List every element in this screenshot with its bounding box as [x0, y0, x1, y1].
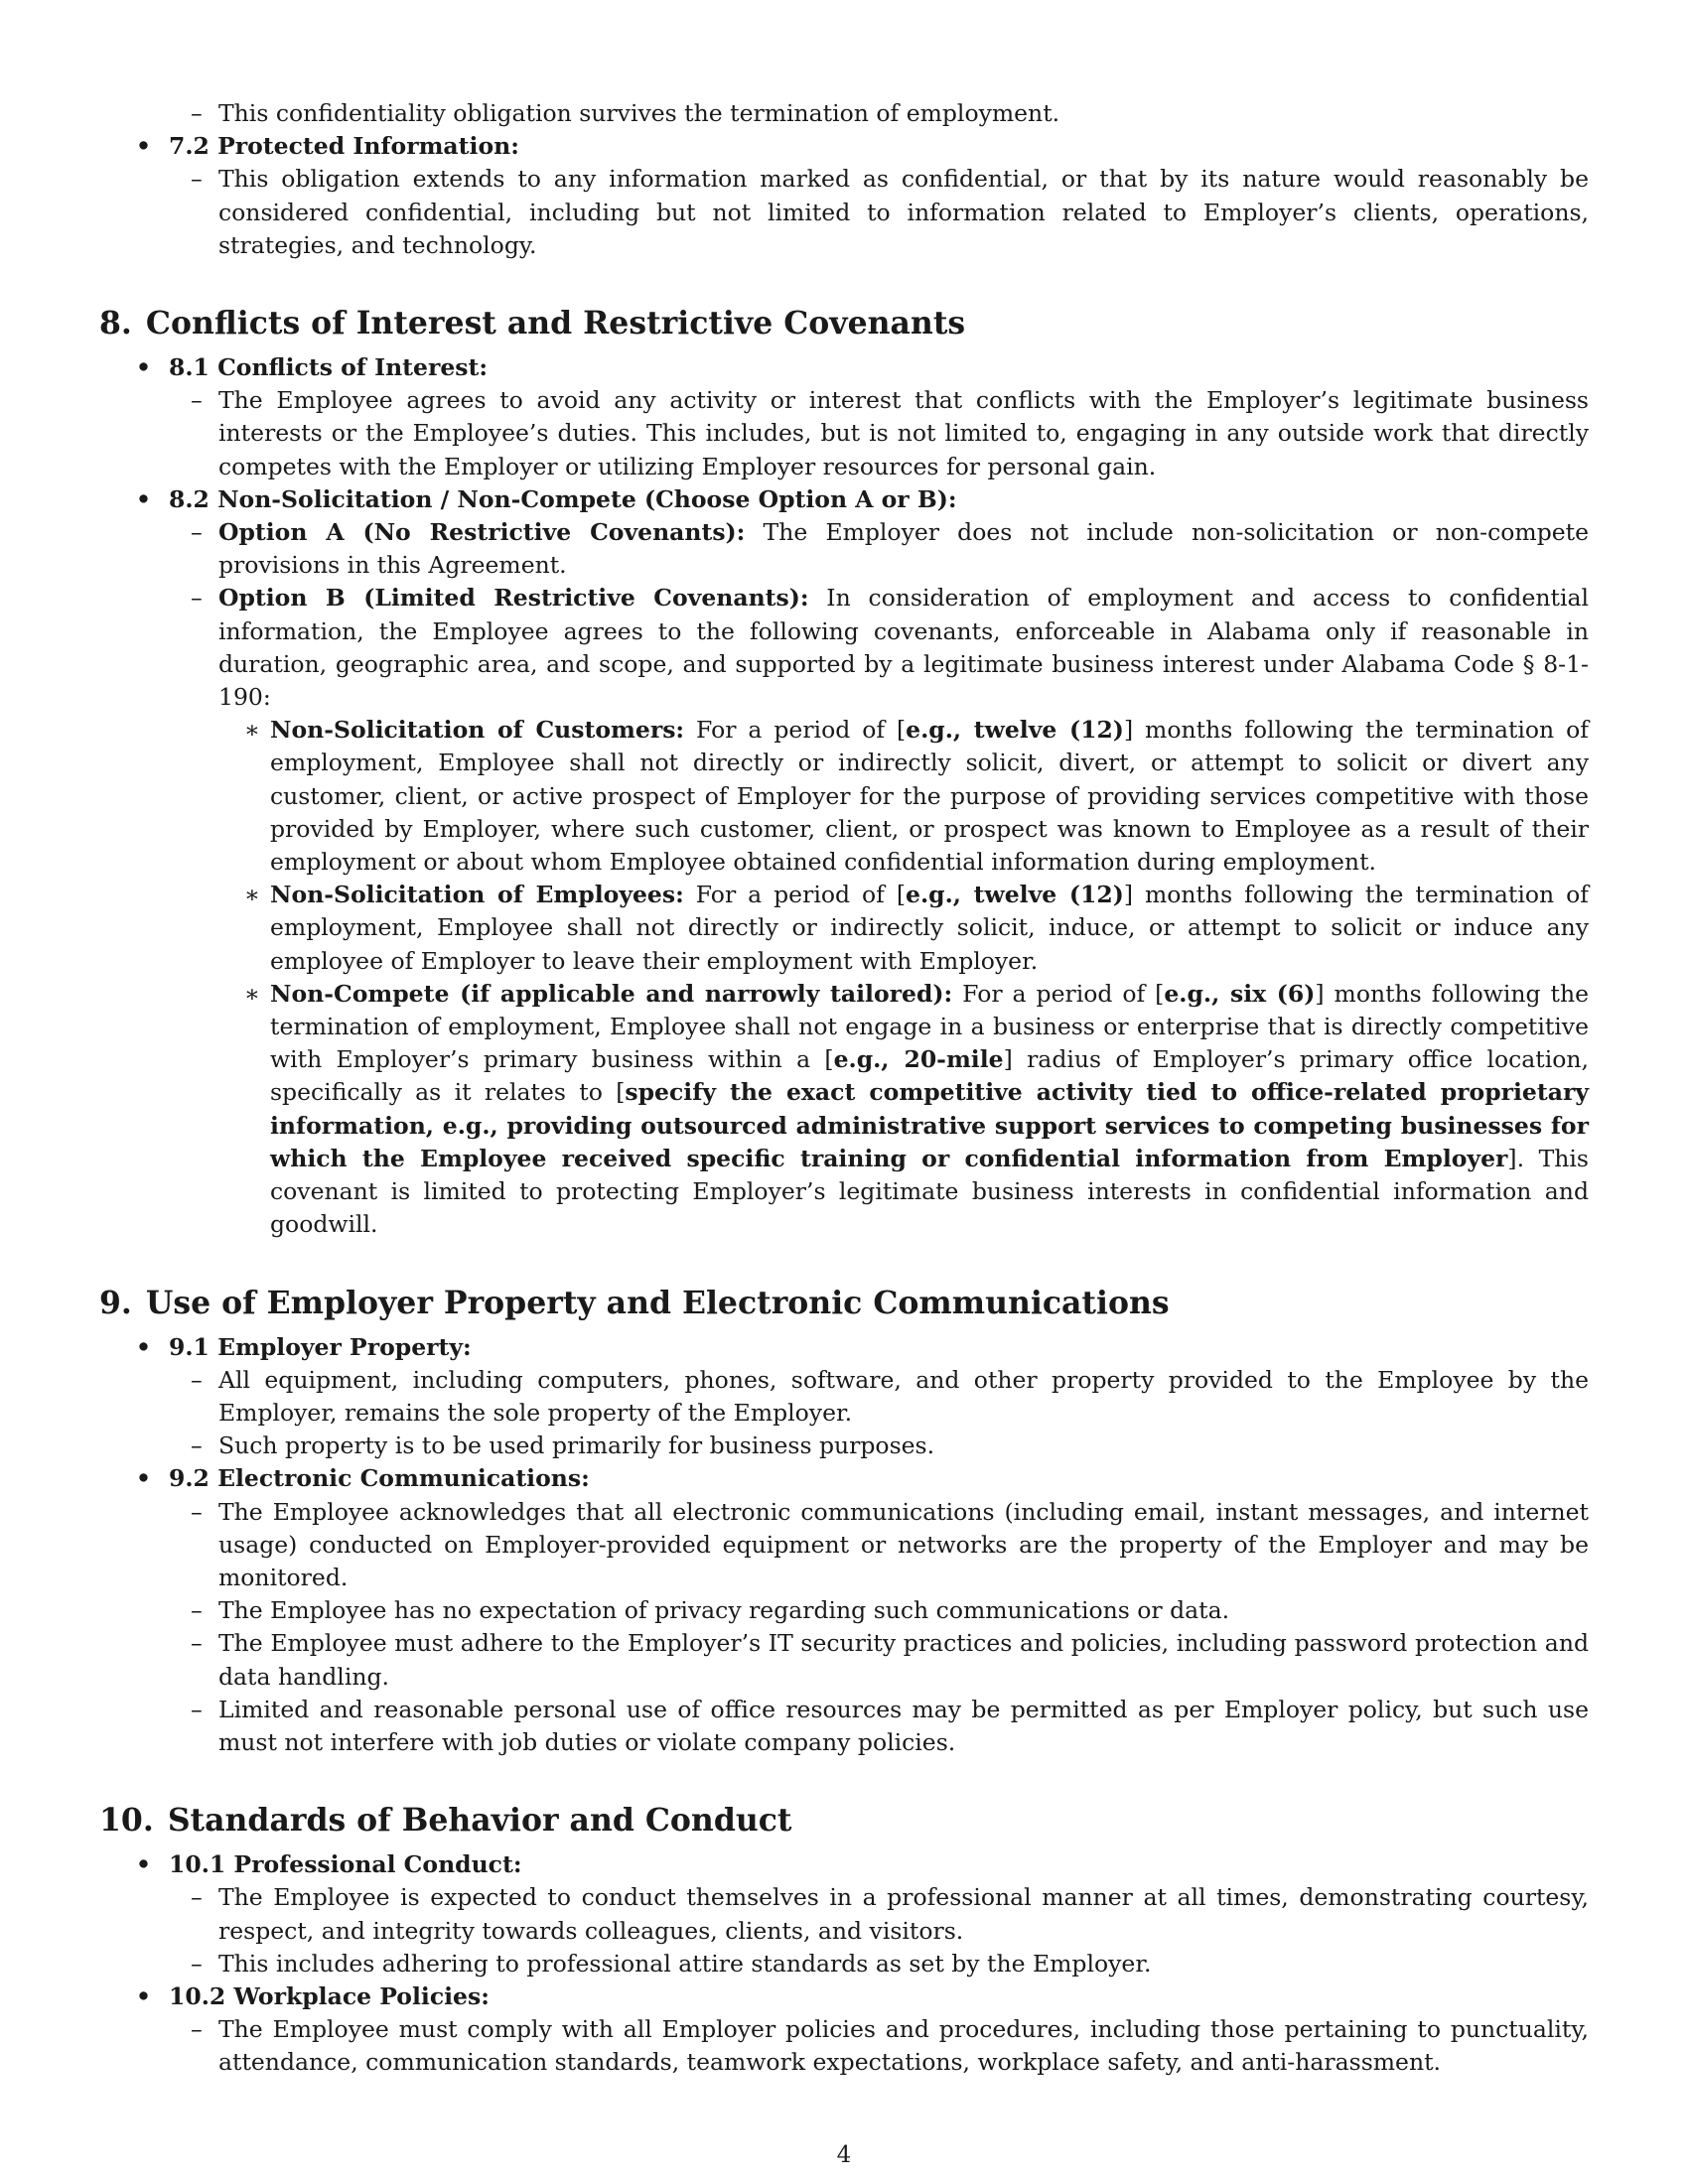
covenant-text: ] months following the termination of employment, Employee shall not directly or indirectly solicit, divert, or attempt to solicit or divert any customer, client, or active prospect of Employer for the purpose of providing services competitive with those provided by Employer, where such customer, client, or prospect was known to Employee as a result of their employment or about whom Employee obtained confidential information during employment. — [270, 716, 1589, 877]
subsection-title: 9.2 Electronic Communications: — [169, 1464, 590, 1493]
covenant-text: For a period of [ — [683, 881, 906, 909]
section-heading-10: 10. Standards of Behavior and Conduct — [99, 1802, 792, 1840]
dash-marker: – — [191, 584, 203, 613]
bullet-marker: • — [136, 132, 152, 161]
subsection-title: 8.2 Non-Solicitation / Non-Compete (Choose Option A or B): — [169, 484, 957, 513]
list-item — [159, 97, 1589, 130]
subsection-10-2 — [99, 1980, 1589, 2080]
section-heading-8: 8. Conflicts of Interest and Restrictive Covenants — [99, 305, 966, 342]
dash-marker: – — [191, 1497, 203, 1526]
subsection-title: 10.2 Workplace Policies: — [169, 1981, 490, 2010]
subsection-9-2 — [99, 1462, 1589, 1759]
option-a — [159, 516, 1589, 582]
list-item-text: This confidentiality obligation survives the termination of employment. — [218, 99, 1060, 127]
dash-marker: – — [191, 1629, 203, 1658]
list-item-text: This obligation extends to any information marked as confidential, or that by its nature would reasonably be considered confidential, including but not limited to information related to Employer’s clients, operations, strategies, and technology. — [218, 165, 1589, 259]
list-item — [159, 1496, 1589, 1595]
section-heading-9: 9. Use of Employer Property and Electronic Communications — [99, 1284, 1170, 1321]
subsection-9-1 — [99, 1331, 1589, 1463]
list-item-text: The Employee has no expectation of privacy regarding such communications or data. — [218, 1596, 1230, 1625]
covenant-text: ] radius of Employer’s primary office location, specifically as it relates to [ — [270, 1045, 1589, 1107]
bullet-marker: • — [136, 1464, 152, 1493]
list-item — [159, 2013, 1589, 2079]
section-9-list — [99, 1331, 1589, 1760]
option-b — [159, 582, 1589, 1241]
option-text: The Employer does not include non-solicitation or non-compete provisions in this Agreement. — [218, 518, 1589, 580]
placeholder-radius: e.g., 20-mile — [833, 1045, 1004, 1074]
covenant-non-solicitation-customers — [218, 714, 1589, 879]
list-item — [159, 1594, 1589, 1627]
subsection-title: 10.1 Professional Conduct: — [169, 1850, 522, 1879]
subsection-title: 7.2 Protected Information: — [169, 132, 519, 161]
covenant-text: ]. This covenant is limited to protecting Employer’s legitimate business interests in confidential information and goodwill. — [270, 1144, 1589, 1239]
subsection-8-2 — [99, 483, 1589, 1242]
list-item-text: Limited and reasonable personal use of office resources may be permitted as per Employer policy, but such use must not interfere with job duties or violate company policies. — [218, 1695, 1589, 1756]
option-text: In consideration of employment and access to confidential information, the Employee agrees to the following covenants, enforceable in Alabama only if reasonable in duration, geographic area, and scope, and supported by a legitimate business interest under Alabama Code § 8-1-190: — [218, 584, 1589, 712]
section-10-list — [99, 1848, 1589, 2079]
list-item-text: This includes adhering to professional attire standards as set by the Employer. — [218, 1949, 1152, 1978]
asterisk-marker: ∗ — [244, 979, 260, 1008]
list-item — [159, 384, 1589, 483]
bullet-marker: • — [136, 1850, 152, 1879]
dash-marker: – — [191, 1365, 203, 1394]
dash-marker: – — [191, 1432, 203, 1460]
list-item — [159, 1430, 1589, 1462]
list-item-text: Such property is to be used primarily for business purposes. — [218, 1432, 935, 1460]
option-label: Option B (Limited Restrictive Covenants): — [218, 584, 809, 613]
dash-marker: – — [191, 2015, 203, 2044]
covenant-non-compete — [218, 978, 1589, 1242]
dash-marker: – — [191, 1949, 203, 1978]
option-label: Option A (No Restrictive Covenants): — [218, 518, 746, 547]
subsection-10-1 — [99, 1848, 1589, 1980]
bullet-marker: • — [136, 1332, 152, 1361]
list-item-text: The Employee must comply with all Employer policies and procedures, including those pertaining to punctuality, attendance, communication standards, teamwork expectations, workplace safety, and anti-harassment. — [218, 2015, 1589, 2077]
asterisk-marker: ∗ — [244, 716, 260, 745]
placeholder-activity: specify the exact competitive activity tied to office-related proprietary information, e.g., providing outsourced administrative support services to competing businesses for which the Employee received specific training or confidential information from Employer — [270, 1078, 1590, 1172]
dash-marker: – — [191, 99, 203, 127]
document-body — [99, 97, 1589, 2080]
list-item — [159, 163, 1589, 262]
list-item — [159, 1881, 1589, 1947]
placeholder-period: e.g., six (6) — [1164, 979, 1316, 1008]
covenant-label: Non-Solicitation of Employees: — [270, 881, 684, 909]
list-item — [159, 1694, 1589, 1759]
list-item-text: All equipment, including computers, phones, software, and other property provided to the Employee by the Employer, remains the sole property of the Employer. — [218, 1365, 1589, 1427]
dash-marker: – — [191, 1596, 203, 1625]
bullet-marker: • — [136, 353, 152, 382]
list-item — [159, 1627, 1589, 1693]
subsection-8-1 — [99, 351, 1589, 483]
list-item — [159, 1948, 1589, 1980]
subsection-title: 9.1 Employer Property: — [169, 1332, 472, 1361]
dash-marker: – — [191, 1695, 203, 1723]
covenant-text: ] months following the termination of employment, Employee shall not engage in a business or enterprise that is directly competitive with Employer’s primary business within a [ — [270, 979, 1589, 1074]
subsection-title: 8.1 Conflicts of Interest: — [169, 353, 489, 382]
section-8-list — [99, 351, 1589, 1241]
section-7-continued — [99, 97, 1589, 262]
list-item-text: The Employee is expected to conduct themselves in a professional manner at all times, demonstrating courtesy, respect, and integrity towards colleagues, clients, and visitors. — [218, 1883, 1589, 1945]
covenant-text: For a period of [ — [952, 979, 1165, 1008]
covenant-text: For a period of [ — [684, 716, 907, 745]
list-item — [99, 97, 1589, 130]
list-item — [159, 1364, 1589, 1430]
covenant-non-solicitation-employees — [218, 879, 1589, 978]
covenant-label: Non-Compete (if applicable and narrowly tailored): — [270, 979, 953, 1008]
subsection-7-2 — [99, 130, 1589, 262]
list-item-text: The Employee agrees to avoid any activity or interest that conflicts with the Employer’s legitimate business interests or the Employee’s duties. This includes, but is not limited to, engaging in any outside work that directly competes with the Employer or utilizing Employer resources for personal gain. — [218, 386, 1589, 480]
covenant-label: Non-Solicitation of Customers: — [270, 716, 685, 745]
bullet-marker: • — [136, 484, 152, 513]
list-item-text: The Employee acknowledges that all electronic communications (including email, instant messages, and internet usage) conducted on Employer-provided equipment or networks are the property of the Employer and may be monitored. — [218, 1497, 1589, 1591]
dash-marker: – — [191, 165, 203, 194]
dash-marker: – — [191, 518, 203, 547]
placeholder-period: e.g., twelve (12) — [906, 716, 1124, 745]
page-number: 4 — [836, 2142, 852, 2168]
dash-marker: – — [191, 1883, 203, 1912]
dash-marker: – — [191, 386, 203, 415]
list-item-text: The Employee must adhere to the Employer’s IT security practices and policies, including password protection and data handling. — [218, 1629, 1589, 1691]
asterisk-marker: ∗ — [244, 881, 260, 909]
placeholder-period: e.g., twelve (12) — [906, 881, 1124, 909]
bullet-marker: • — [136, 1981, 152, 2010]
covenant-text: ] months following the termination of employment, Employee shall not directly or indirectly solicit, induce, or attempt to solicit or induce any employee of Employer to leave their employment with Employer. — [270, 881, 1589, 975]
